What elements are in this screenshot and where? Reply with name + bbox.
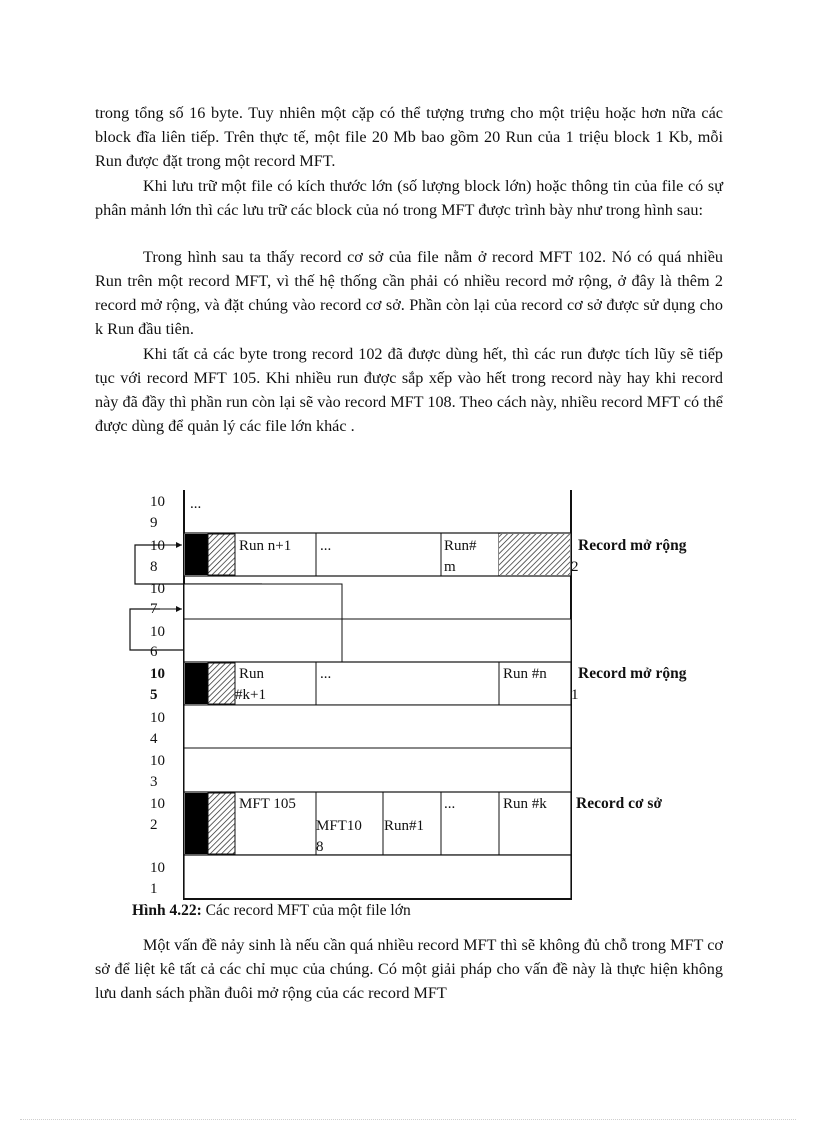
record-108-label: Record mở rộng xyxy=(578,537,687,554)
row-108-label-b: 8 xyxy=(150,559,158,575)
figure-caption xyxy=(132,902,411,920)
row-101-label-b: 1 xyxy=(150,881,158,897)
record-108-run-m-b: m xyxy=(444,559,456,575)
record-102-mft105: MFT 105 xyxy=(239,796,296,812)
record-105-label: Record mở rộng xyxy=(578,665,687,682)
record-105-run-b: #k+1 xyxy=(235,687,266,703)
arrow-108-icon xyxy=(176,542,182,548)
row-103-label-a: 10 xyxy=(150,753,165,769)
record-105-run-n: Run #n xyxy=(503,666,547,682)
row-106-label-a: 10 xyxy=(150,624,165,640)
paragraph-1: trong tổng số 16 byte. Tuy nhiên một cặp có thể tượng trưng cho một triệu hoặc hơn nữa các block đĩa liên tiếp. Trên thực tế, một file 20 Mb bao gồm 20 Run của 1 triệu block 1 Kb, mỗi Run được đặt trong một record MFT. xyxy=(95,104,723,170)
row-101-label-a: 10 xyxy=(150,860,165,876)
row-104-label-a: 10 xyxy=(150,710,165,726)
row-109-label-b: 9 xyxy=(150,515,158,531)
row-107-label-b: 7 xyxy=(150,601,158,617)
arrow-105-icon xyxy=(176,606,182,612)
paragraph-5: Một vấn đề nảy sinh là nếu cần quá nhiều record MFT thì sẽ không đủ chỗ trong MFT cơ sở để liệt kê tất cả các chỉ mục của chúng. Có một giải pháp cho vấn đề này là thực hiện không lưu danh sách phần đuôi mở rộng của các record MFT xyxy=(95,936,723,1002)
row-102-label-a: 10 xyxy=(150,796,165,812)
record-108 xyxy=(184,533,571,576)
paragraph-4: Khi tất cả các byte trong record 102 đã được dùng hết, thì các run được tích lũy sẽ tiếp tục với record MFT 105. Khi nhiều run được sắp xếp vào hết trong record này hay khi record này đã đầy thì phần run còn lại sẽ vào record MFT 108. Theo cách này, nhiều record MFT có thể được dùng để quản lý các file lớn khác . xyxy=(95,345,723,435)
row-108-label-a: 10 xyxy=(150,538,165,554)
row-105-label-b: 5 xyxy=(150,687,158,703)
top-ellipsis: ... xyxy=(190,496,202,512)
row-102-label-b: 2 xyxy=(150,817,158,833)
record-102-mft108-b: 8 xyxy=(316,839,324,855)
figure-caption-label: Hình 4.22: xyxy=(132,902,202,919)
row-107-label-a: 10 xyxy=(150,581,165,597)
record-108-run-m-a: Run# xyxy=(444,538,477,554)
row-105-label-a: 10 xyxy=(150,666,165,682)
paragraph-2: Khi lưu trữ một file có kích thước lớn (số lượng block lớn) hoặc thông tin của file có sự phân mảnh lớn thì các lưu trữ các block của nó trong MFT được trình bày như trong hình sau: xyxy=(95,177,723,219)
row-104-label-b: 4 xyxy=(150,731,158,747)
record-102-run1: Run#1 xyxy=(384,818,425,834)
record-105-run-a: Run xyxy=(239,666,265,682)
record-102-label: Record cơ sở xyxy=(576,795,663,812)
record-105 xyxy=(184,662,571,705)
figure-caption-text: Các record MFT của một file lớn xyxy=(201,902,411,919)
record-102-mft108-a: MFT10 xyxy=(316,818,362,834)
record-105-label-num: 1 xyxy=(571,687,579,703)
record-102 xyxy=(184,792,571,855)
row-109-label-a: 10 xyxy=(150,494,165,510)
row-103-label-b: 3 xyxy=(150,774,158,790)
record-102-ellipsis: ... xyxy=(444,796,456,812)
record-105-ellipsis: ... xyxy=(320,666,332,682)
paragraph-3: Trong hình sau ta thấy record cơ sở của file nằm ở record MFT 102. Nó có quá nhiều Run trên một record MFT, vì thế hệ thống cần phải có nhiều record mở rộng, ở đây là thêm 2 record mở rộng, và đặt chúng vào record cơ sở. Phần còn lại của record cơ sở được sử dụng cho k Run đầu tiên. xyxy=(95,248,723,338)
record-108-label-num: 2 xyxy=(571,559,579,575)
row-106-label-b: 6 xyxy=(150,644,158,660)
record-108-run-n1: Run n+1 xyxy=(239,538,292,554)
record-108-ellipsis: ... xyxy=(320,538,332,554)
record-102-run-k: Run #k xyxy=(503,796,547,812)
page-bottom-divider xyxy=(20,1119,796,1120)
